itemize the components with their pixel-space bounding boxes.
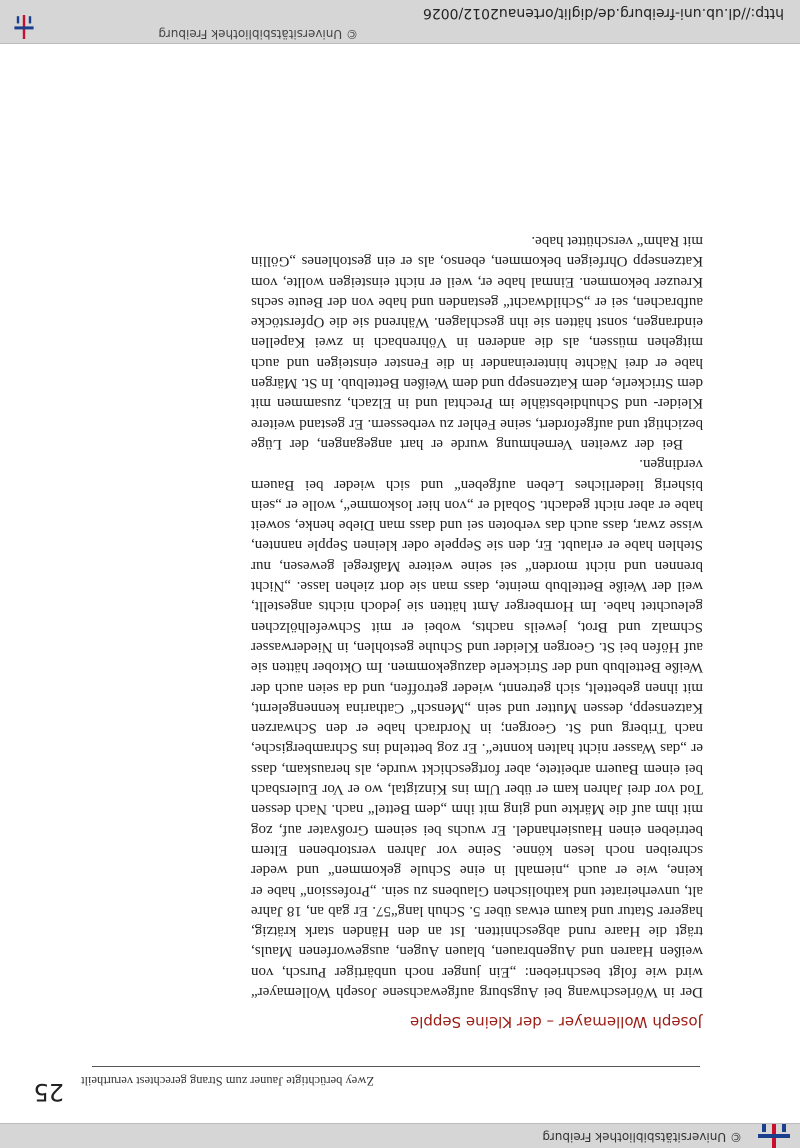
paragraph-1: Der in Wörleschwang bei Augsburg aufgewachsene Joseph Wollemayer“ wird wie folgt beschrieben: „Ein junger noch unbärtiger Pursch, von weißen Haaren und Augenbrauen, blauen Augen, ausgeworfenen Mauls, trägt die Haare rund abgeschnitten. Ist an den Händen stark krätzig, hagerer Statur und kaum etwas über 5. Schuh lang“57. Er gab an, 18 Jahre alt, unverheiratet und katholischen Glaubens zu sein. „Profession“ habe er keine, wie er auch „niemahl in eine Schule gekommen“ und weder schreiben noch lesen könne. Seine vor Jahren verstorbenen Eltern betrieben einen Hausierhandel. Er wuchs bei seinem Großvater auf, zog mit ihm auf die Märkte und ging mit ihm „dem Bettel“ nach. Nach dessen Tod vor drei Jahren kam er über Ulm ins Kinzigtal, wo er Vor Eulersbach bei einem Bauern arbeitete, aber fortgeschickt wurde, als herauskam, dass er „das Wasser nicht halten konnte“. Er zog bettelnd ins Schrambergische, nach Triberg und St. Georgen; in Nordrach habe er den Schwarzen Katzensepp, dessen Mutter und sein „Mensch“ Catharina kennengelernt, mit ihnen gebettelt, sich getrennt, wieder getroffen, und da seien auch der Weiße Bettelbub und der Strickerle dazugekommen. Im Oktober hätten sie auf Höfen bei St. Georgen Kleider und Schuhe gestohlen, in Niederwasser Schmalz und Brot, jeweils nachts, wobei er mit Schwefelhölzchen geleuchtet habe. Im Hornberger Amt hätten sie jedoch nichts angestellt, weil der Weiße Bettelbub meinte, dass man sie dort ziehen lasse. „Nicht brennen und nicht morden“ sei seine weitere Maßregel gewesen, nur Stehlen habe er erlaubt. Er, den sie Seppele oder kleinen Sepple nannten, wisse zwar, dass auch das verboten sei und dass man Diebe henke, soweit habe er aber nicht gedacht. Sobald er „von hier loskomme“, wolle er „sein bisherig liederliches Leben aufgeben“ und sich wieder bei Bauern verdingen.	[251, 456, 703, 1000]
viewer-header-bar	[0, 1123, 800, 1148]
page-number: 25	[33, 1078, 64, 1106]
running-head: Zwey berüchtigte Jauner zum Strang gerechtest verurtheilt	[81, 1074, 374, 1088]
viewer-footer-bar	[0, 0, 800, 44]
body-text	[251, 231, 703, 1002]
university-library-logo-footer	[4, 15, 44, 39]
section-title: Joseph Wollemayer – der Kleine Sepple	[409, 1013, 702, 1031]
permalink-url[interactable]: http://dl.ub.uni-freiburg.de/diglit/ortenau2012/0026	[422, 5, 784, 21]
footer-copyright: © Universitätsbibliothek Freiburg	[158, 27, 358, 41]
copyright-text: © Universitätsbibliothek Freiburg	[542, 1130, 742, 1144]
paragraph-2: Bei der zweiten Vernehmung wurde er hart angegangen, der Lüge bezichtigt und aufgefordert, seine Fehler zu verbessern. Er gestand weitere Kleider- und Schuhdiebstähle im Prechtal und in Elzach, zusammen mit dem Strickerle, dem Katzensepp und dem Weißen Bettelbub. In St. Märgen habe er drei Nächte hintereinander in die Fenster einsteigen und auch mitgehen müssen, als die anderen in Vöhrenbach in zwei Kapellen eindrangen, sonst hätten sie ihn geschlagen. Während sie die Opferstöcke aufbrachen, sei er „Schildwacht“ gestanden und habe von der Beute sechs Kreuzer bekommen. Einmal habe er, weil er nicht einsteigen wollte, vom Katzensepp Ohrfeigen bekommen, ebenso, als er ein gestohlenes „Göllin mit Rahm“ verschüttet habe.	[251, 233, 703, 452]
header-rule	[92, 1066, 700, 1067]
university-library-logo	[754, 1124, 794, 1148]
